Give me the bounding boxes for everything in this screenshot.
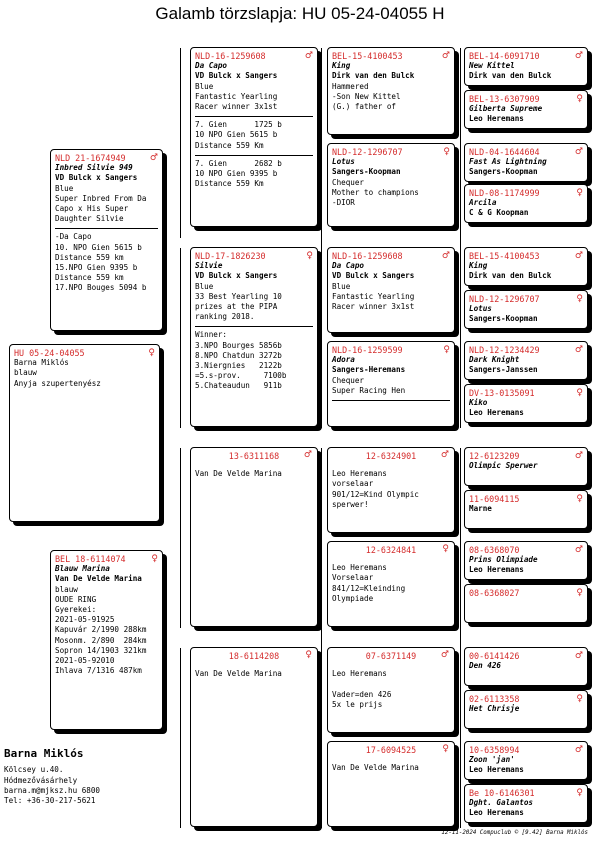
pigeon-name: Het Chrisje (469, 704, 520, 714)
breeder-name: Sangers-Janssen (469, 365, 538, 375)
breeder-name: Leo Heremans (469, 765, 524, 775)
footer-stamp: 12-11-2024 Compuclub © [9.42] Barna Miklós (441, 830, 588, 836)
card-header (469, 94, 583, 104)
result-line: 15.NPO Gien 9395 b (55, 263, 138, 273)
pigeon-name: Kiko (469, 398, 488, 408)
pedigree-card[interactable] (327, 341, 455, 427)
card-header (195, 51, 313, 61)
ring-number: 12-6324901 (365, 451, 417, 461)
male-icon: ♂ (304, 50, 313, 61)
female-icon: ♀ (442, 544, 449, 554)
result-line: =5.s-prov. 7100b (195, 371, 287, 381)
card-header (469, 345, 583, 355)
card-header (469, 694, 583, 704)
info-line: Blue (195, 81, 214, 91)
divider (195, 326, 313, 327)
pedigree-card[interactable] (464, 647, 588, 686)
info-line: Leo Heremans (332, 469, 387, 479)
info-line: (G.) father of (332, 102, 397, 112)
breeder-name: Leo Heremans (469, 565, 524, 575)
pigeon-name: Prins Olimpiade (469, 555, 538, 565)
info-line: 841/12=Kleinding (332, 583, 406, 593)
info-line: Blue (332, 281, 351, 291)
info-line: 901/12=Kind Olympic (332, 489, 419, 499)
breeder-name: Sangers-Koopman (469, 167, 538, 177)
ring-number: NLD 21-1674949 (55, 153, 126, 163)
female-icon: ♀ (576, 293, 583, 304)
divider (55, 228, 158, 229)
ring-number: 17-6094525 (365, 745, 417, 755)
info-line: 33 Best Yearling 10 (195, 291, 282, 301)
pedigree-card[interactable] (464, 290, 588, 329)
info-line: Gyerekei: (55, 605, 97, 615)
owner-phone: Tel: +36-30-217-5621 (4, 796, 96, 806)
info-line: Barna Miklós (14, 358, 69, 368)
ring-number: 18-6114208 (228, 651, 280, 661)
info-line: Leo Heremans (332, 669, 387, 679)
page-title: Galamb törzslapja: HU 05-24-04055 H (155, 4, 445, 23)
connector-line (460, 48, 461, 428)
spacer (332, 755, 450, 763)
breeder-name: Sangers-Koopman (332, 167, 401, 177)
ring-number: HU 05-24-04055 (14, 348, 85, 358)
connector-line (460, 448, 461, 828)
pedigree-card[interactable] (464, 541, 588, 580)
pedigree-card[interactable] (464, 384, 588, 423)
pedigree-card[interactable] (190, 47, 318, 227)
female-icon: ♀ (576, 93, 583, 104)
female-icon: ♀ (576, 693, 583, 704)
info-line: -Son New Kittel (332, 91, 401, 101)
info-line: Blue (55, 183, 74, 193)
female-icon: ♀ (442, 744, 449, 754)
ring-number: BEL 18-6114074 (55, 554, 126, 564)
info-line: Van De Velde Marina (195, 469, 282, 479)
result-line: Distance 559 Km (195, 179, 264, 189)
pedigree-card[interactable] (327, 541, 455, 627)
breeder-name: Van De Velde Marina (55, 574, 142, 584)
card-header (332, 651, 450, 661)
info-line: prizes at the PIPA (195, 302, 278, 312)
male-icon: ♂ (574, 650, 583, 661)
result-line: 10. NPO Gien 5615 b (55, 242, 142, 252)
info-line: Daughter Silvie (55, 214, 124, 224)
pedigree-card[interactable] (327, 741, 455, 827)
breeder-name: C & G Koopman (469, 208, 529, 218)
card-header (469, 788, 583, 798)
pigeon-name: Gilberta Supreme (469, 104, 543, 114)
male-icon: ♂ (303, 450, 312, 460)
card-header (55, 554, 158, 564)
ring-number: NLD-12-1296707 (469, 294, 540, 304)
male-icon: ♂ (574, 544, 583, 555)
info-line: 5x le prijs (332, 699, 383, 709)
pedigree-card[interactable] (190, 647, 318, 827)
male-icon: ♂ (574, 146, 583, 157)
result-line: Distance 559 km (55, 252, 124, 262)
connector-line (180, 248, 181, 428)
card-header (469, 188, 583, 198)
result-line: 10 NPO Gien 9395 b (195, 169, 278, 179)
info-line: blauw (55, 584, 78, 594)
result-line: -Da Capo (55, 232, 92, 242)
owner-address: Kölcsey u.40. (4, 765, 64, 775)
ring-number: NLD-17-1826230 (195, 251, 266, 261)
breeder-name: Leo Heremans (469, 408, 524, 418)
result-line: 3.NPO Bourges 5856b (195, 340, 282, 350)
male-icon: ♂ (574, 450, 583, 461)
female-icon: ♀ (576, 587, 583, 598)
card-header (332, 345, 450, 355)
card-header (469, 294, 583, 304)
info-line: Van De Velde Marina (195, 669, 282, 679)
ring-number: DV-13-0135091 (469, 388, 535, 398)
female-icon: ♀ (151, 553, 158, 564)
ring-number: NLD-16-1259608 (332, 251, 403, 261)
info-line: blauw (14, 368, 37, 378)
ring-number: NLD-12-1234429 (469, 345, 540, 355)
ring-number: Be 10-6146301 (469, 788, 535, 798)
breeder-name: Leo Heremans (469, 114, 524, 124)
breeder-name: Sangers-Heremans (332, 365, 406, 375)
pedigree-card[interactable] (327, 447, 455, 533)
male-icon: ♂ (574, 250, 583, 261)
info-line: Olympiade (332, 593, 374, 603)
card-header (469, 147, 583, 157)
card-header (332, 251, 450, 261)
breeder-name: VD Bulck x Sangers (195, 71, 278, 81)
owner-city: Hódmezővásárhely (4, 775, 78, 785)
spacer (195, 661, 313, 669)
ring-number: BEL-14-6091710 (469, 51, 540, 61)
pigeon-name: Dark Knight (469, 355, 520, 365)
card-header (469, 588, 583, 598)
card-header (332, 147, 450, 157)
card-header (332, 51, 450, 61)
breeder-name: Dirk van den Bulck (469, 71, 552, 81)
result-line: 3.Niergnies 2122b (195, 361, 282, 371)
pedigree-card[interactable] (327, 143, 455, 227)
card-header (469, 745, 583, 755)
card-header (469, 251, 583, 261)
ring-number: 11-6094115 (469, 494, 520, 504)
pigeon-name: King (332, 61, 351, 71)
male-icon: ♂ (574, 744, 583, 755)
card-header (469, 545, 583, 555)
pedigree-card[interactable] (327, 647, 455, 733)
card-header (469, 651, 583, 661)
ring-number: 08-6368070 (469, 545, 520, 555)
ring-number: 13-6311168 (228, 451, 280, 461)
info-line: Fantastic Yearling (195, 91, 278, 101)
pedigree-card[interactable] (464, 741, 588, 780)
card-header (469, 51, 583, 61)
info-line: Fantastic Yearling (332, 291, 415, 301)
connector-line (321, 48, 322, 428)
female-icon: ♀ (576, 187, 583, 198)
result-line: 5.Chateaudun 911b (195, 381, 282, 391)
female-icon: ♀ (443, 344, 450, 355)
female-icon: ♀ (576, 387, 583, 398)
male-icon: ♂ (440, 450, 449, 460)
spacer (332, 461, 450, 469)
divider (195, 116, 313, 117)
card-header (469, 494, 583, 504)
pigeon-name: Blauw Marina (55, 564, 110, 574)
result-line: 10 NPO Gien 5615 b (195, 130, 278, 140)
ring-number: NLD-08-1174999 (469, 188, 540, 198)
owner-name: Barna Miklós (4, 747, 84, 760)
info-line: Kapuvár 2/1990 288km (55, 625, 147, 635)
pedigree-card[interactable] (464, 90, 588, 129)
card-header (14, 348, 155, 358)
info-line: Van De Velde Marina (332, 763, 419, 773)
info-line: Super Inbred From Da (55, 193, 147, 203)
male-icon: ♂ (574, 50, 583, 61)
info-line: ranking 2018. (195, 312, 255, 322)
female-icon: ♀ (306, 250, 313, 261)
spacer (195, 461, 313, 469)
ring-number: 12-6123209 (469, 451, 520, 461)
pedigree-card[interactable] (190, 447, 318, 627)
result-line: Winner: (195, 330, 228, 340)
info-line: OUDE RING (55, 594, 97, 604)
pigeon-name: Arcila (469, 198, 497, 208)
pigeon-name: Olimpic Sperwer (469, 461, 538, 471)
breeder-name: Sangers-Koopman (469, 314, 538, 324)
ring-number: 07-6371149 (365, 651, 417, 661)
pedigree-card[interactable] (464, 784, 588, 823)
ring-number: 12-6324841 (365, 545, 417, 555)
spacer (332, 661, 450, 669)
pedigree-card[interactable] (464, 341, 588, 380)
info-line: sperwer! (332, 499, 369, 509)
pigeon-name: Zoon 'jan' (469, 755, 515, 765)
info-line: Ihlava 7/1316 487km (55, 666, 142, 676)
info-line: Racer winner 3x1st (332, 302, 415, 312)
pedigree-card[interactable] (9, 344, 160, 522)
info-line: 2021-05-92010 (55, 656, 115, 666)
pedigree-card[interactable] (50, 149, 163, 331)
breeder-name: VD Bulck x Sangers (195, 271, 278, 281)
pedigree-card[interactable] (464, 490, 588, 529)
male-icon: ♂ (441, 50, 450, 61)
info-line: Mosonm. 2/890 284km (55, 635, 147, 645)
breeder-name: VD Bulck x Sangers (332, 271, 415, 281)
male-icon: ♂ (440, 650, 449, 660)
ring-number: NLD-16-1259608 (195, 51, 266, 61)
info-line: Chequer (332, 177, 365, 187)
pedigree-card[interactable] (464, 47, 588, 86)
female-icon: ♀ (576, 493, 583, 504)
card-header (55, 153, 158, 163)
ring-number: BEL-15-4100453 (332, 51, 403, 61)
female-icon: ♀ (305, 650, 312, 660)
ring-number: NLD-04-1644604 (469, 147, 540, 157)
pigeon-name: Lotus (469, 304, 492, 314)
pigeon-name: Adora (332, 355, 355, 365)
card-header (195, 451, 313, 461)
info-line: Racer winner 3x1st (195, 102, 278, 112)
card-header (195, 251, 313, 261)
connector-line (180, 648, 181, 828)
owner-email: barna.m@mjksz.hu 6800 (4, 785, 101, 795)
pigeon-name: Da Capo (195, 61, 228, 71)
result-line: Distance 559 Km (195, 140, 264, 150)
connector-line (180, 448, 181, 628)
result-line: 7. Gien 1725 b (195, 120, 282, 130)
pedigree-card[interactable] (50, 550, 163, 730)
female-icon: ♀ (576, 787, 583, 798)
info-line: vorselaar (332, 479, 374, 489)
card-header (469, 388, 583, 398)
ring-number: BEL-13-6307909 (469, 94, 540, 104)
male-icon: ♂ (574, 344, 583, 355)
ring-number: NLD-16-1259599 (332, 345, 403, 355)
card-header (332, 451, 450, 461)
info-line: Blue (195, 281, 214, 291)
info-line: Mother to champions (332, 187, 419, 197)
pedigree-card[interactable] (464, 447, 588, 486)
result-line: 17.NPO Bouges 5094 b (55, 283, 147, 293)
pedigree-card[interactable] (464, 143, 588, 182)
ring-number: NLD-12-1296707 (332, 147, 403, 157)
info-line: Capo x His Super (55, 204, 129, 214)
ring-number: BEL-15-4100453 (469, 251, 540, 261)
breeder-name: VD Bulck x Sangers (55, 173, 138, 183)
pigeon-name: Den 426 (469, 661, 502, 671)
male-icon: ♂ (441, 250, 450, 261)
info-line (332, 679, 450, 689)
info-line: Vader=den 426 (332, 689, 392, 699)
info-line: -DIOR (332, 198, 355, 208)
info-line: Leo Heremans (332, 563, 387, 573)
info-line: 2021-05-91925 (55, 615, 115, 625)
pigeon-name: Dght. Galantos (469, 798, 534, 808)
pigeon-name: Da Capo (332, 261, 365, 271)
card-header (332, 545, 450, 555)
ring-number: 08-6368027 (469, 588, 520, 598)
breeder-name: Marne (469, 504, 492, 514)
female-icon: ♀ (443, 146, 450, 157)
pedigree-card[interactable] (327, 247, 455, 333)
info-line: Chequer (332, 375, 365, 385)
info-line: Super Racing Hen (332, 385, 406, 395)
pigeon-name: Inbred Silvie 949 (55, 163, 133, 173)
pedigree-card[interactable] (464, 690, 588, 729)
ring-number: 02-6113358 (469, 694, 520, 704)
pedigree-card[interactable] (464, 184, 588, 223)
pedigree-card[interactable] (464, 584, 588, 623)
pigeon-name: King (469, 261, 488, 271)
info-line: Hammered (332, 81, 369, 91)
divider (332, 400, 450, 401)
info-line: Vorselaar (332, 573, 374, 583)
pedigree-card[interactable] (327, 47, 455, 135)
connector-line (180, 48, 181, 238)
result-line: Distance 559 km (55, 273, 124, 283)
card-header (469, 451, 583, 461)
owner-info (4, 749, 100, 806)
pigeon-name: Lotus (332, 157, 355, 167)
result-line: 8.NPO Chatdun 3272b (195, 350, 282, 360)
ring-number: 00-6141426 (469, 651, 520, 661)
card-header (332, 745, 450, 755)
female-icon: ♀ (148, 347, 155, 358)
info-line: Sopron 14/1903 321km (55, 645, 147, 655)
result-line: 7. Gien 2682 b (195, 158, 282, 168)
breeder-name: Dirk van den Bulck (469, 271, 552, 281)
info-line: Anyja szupertenyész (14, 378, 101, 388)
male-icon: ♂ (149, 152, 158, 163)
card-header (195, 651, 313, 661)
divider (195, 155, 313, 156)
pedigree-card[interactable] (464, 247, 588, 286)
breeder-name: Leo Heremans (469, 808, 524, 818)
connector-line (321, 448, 322, 828)
pedigree-card[interactable] (190, 247, 318, 427)
pigeon-name: Silvie (195, 261, 223, 271)
breeder-name: Dirk van den Bulck (332, 71, 415, 81)
pigeon-name: New Kittel (469, 61, 515, 71)
ring-number: 10-6358994 (469, 745, 520, 755)
spacer (332, 555, 450, 563)
pigeon-name: Fast As Lightning (469, 157, 547, 167)
